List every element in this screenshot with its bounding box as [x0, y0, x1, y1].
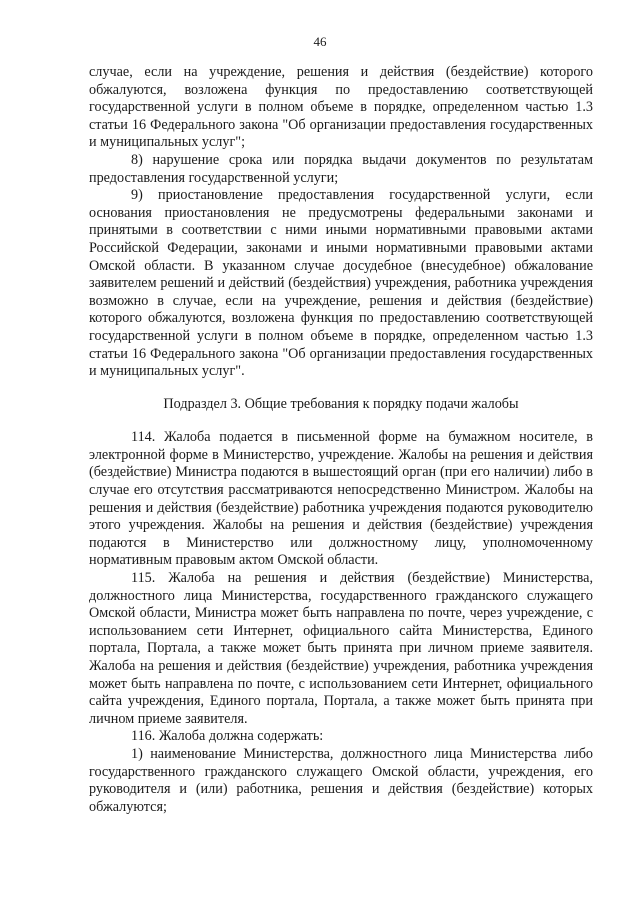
document-body [89, 64, 593, 816]
paragraph-116-item-1: 1) наименование Министерства, должностного лица Министерства либо государственного гражданского служащего Омской области, учреждения, его руководителя и (или) работника, решения и действия (бездействие) которых обжалуются; [89, 745, 593, 815]
paragraph-item-8: 8) нарушение срока или порядка выдачи документов по результатам предоставления государственной услуги; [89, 151, 593, 186]
paragraph-continuation: случае, если на учреждение, решения и действия (бездействие) которого обжалуются, возложена функция по предоставлению соответствующей государственной услуги в полном объеме в порядке, определенном частью 1.3 статьи 16 Федерального закона "Об организации предоставления государственных и муниципальных услуг"; [89, 64, 593, 151]
section-heading: Подраздел 3. Общие требования к порядку подачи жалобы [163, 395, 519, 412]
paragraph-115: 115. Жалоба на решения и действия (бездействие) Министерства, должностного лица Министерства, государственного гражданского служащего Омской области, Министра может быть направлена по почте, через учреждение, с использованием сети Интернет, официального сайта Министерства, Единого портала, Портала, а также может быть принята при личном приеме заявителя. Жалоба на решения и действия (бездействие) учреждения, работника учреждения может быть направлена по почте, с использованием сети Интернет, официального сайта учреждения, Единого портала, Портала, а также может быть принята при личном приеме заявителя. [89, 570, 593, 727]
paragraph-114: 114. Жалоба подается в письменной форме на бумажном носителе, в электронной форме в Министерство, учреждение. Жалобы на решения и действия (бездействие) Министра подаются в вышестоящий орган (при его наличии) либо в случае его отсутствия рассматриваются непосредственно Министром. Жалобы на решения и действия (бездействие) работника учреждения подаются руководителю этого учреждения. Жалобы на решения и действия (бездействие) учреждения подаются в Министерство или должностному лицу, уполномоченному нормативным правовым актом Омской области. [89, 429, 593, 569]
page-number: 46 [313, 34, 327, 49]
paragraph-item-9: 9) приостановление предоставления государственной услуги, если основания приостановления не предусмотрены федеральными законами и принятыми в соответствии с ними иными нормативными правовыми актами Российской Федерации, законами и иными нормативными правовыми актами Омской области. В указанном случае досудебное (внесудебное) обжалование заявителем решений и действий (бездействия) учреждения, работника учреждения возможно в случае, если на учреждение, решения и действия (бездействие) которого обжалуются, возложена функция по предоставлению соответствующей государственной услуги в полном объеме в порядке, определенном частью 1.3 статьи 16 Федерального закона "Об организации предоставления государственных и муниципальных услуг". [89, 187, 593, 380]
paragraph-116: 116. Жалоба должна содержать: [131, 728, 324, 745]
